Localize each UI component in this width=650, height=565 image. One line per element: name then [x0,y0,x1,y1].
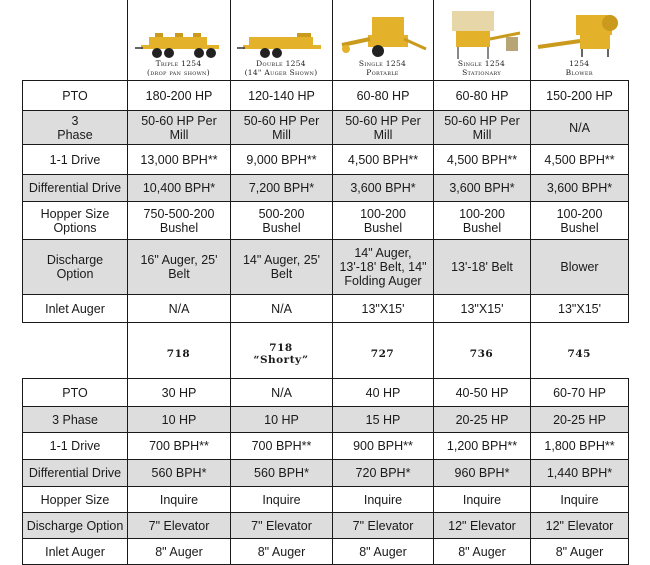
table-cell: 700 BPH** [231,433,333,460]
row-label: Discharge Option [23,240,128,295]
table-cell: 50-60 HP Per Mill [231,111,333,145]
table-cell: Inquire [333,487,434,513]
caption-line1: 1254 [569,59,590,68]
row-label: Inlet Auger [23,295,128,323]
row-label: Hopper Size Options [23,202,128,240]
table-cell: 3,600 BPH* [531,175,629,202]
table-cell: 13"X15' [333,295,434,323]
table-cell: 13"X15' [531,295,629,323]
table-cell: 500-200 Bushel [231,202,333,240]
table-row [23,111,629,145]
bottom-spec-table [22,378,629,565]
model-718 [127,322,230,378]
model-number: 718 [166,348,191,360]
table-cell: 180-200 HP [128,81,231,111]
table-cell: N/A [231,295,333,323]
header-blank [22,0,127,80]
caption-line2: (drop pan shown) [147,68,210,77]
table-cell: 3,600 BPH* [333,175,434,202]
table-cell: Inquire [128,487,231,513]
top-header [22,0,628,80]
row-label: 1-1 Drive [23,433,128,460]
caption-line1: Triple 1254 [155,59,202,68]
triple-trailer-mill-icon [135,29,223,59]
row-label: Discharge Option [23,513,128,539]
table-row [23,240,629,295]
table-cell: 40-50 HP [434,379,531,407]
table-cell: 14" Auger, 13'-18' Belt, 14" Folding Auger [333,240,434,295]
table-cell: 560 BPH* [231,460,333,487]
table-cell: 13,000 BPH** [128,145,231,175]
table-cell: 100-200 Bushel [531,202,629,240]
table-cell: 12" Elevator [434,513,531,539]
table-cell: 7" Elevator [333,513,434,539]
table-row [23,487,629,513]
table-cell: 16" Auger, 25' Belt [128,240,231,295]
row-label: PTO [23,379,128,407]
table-cell: 20-25 HP [434,407,531,433]
table-cell: 7" Elevator [128,513,231,539]
row-label: 3 Phase [23,111,128,145]
table-cell: 30 HP [128,379,231,407]
caption-line2: (14" Auger Shown) [244,68,318,77]
header-col-single-1254-stationary [433,0,530,80]
table-cell: 50-60 HP Per Mill [128,111,231,145]
table-cell: Inquire [531,487,629,513]
table-cell: N/A [128,295,231,323]
table-row [23,175,629,202]
table-cell: Inquire [231,487,333,513]
table-row [23,513,629,539]
table-row [23,460,629,487]
table-row [23,539,629,565]
table-cell: 8" Auger [333,539,434,565]
table-cell: 750-500-200 Bushel [128,202,231,240]
table-cell: 60-80 HP [434,81,531,111]
table-cell: 1,440 BPH* [531,460,629,487]
model-number: 736 [469,348,494,360]
table-cell: 7,200 BPH* [231,175,333,202]
row-label: Differential Drive [23,460,128,487]
model-number: 745 [567,348,591,360]
model-727 [332,322,433,378]
table-cell: 4,500 BPH** [531,145,629,175]
table-cell: 9,000 BPH** [231,145,333,175]
table-cell: 8" Auger [434,539,531,565]
caption-line1: Single 1254 [457,59,506,68]
header-blank [22,322,127,378]
caption-line2: Stationary [462,68,501,77]
top-spec-table [22,80,629,323]
table-cell: 7" Elevator [231,513,333,539]
model-number: 727 [370,348,395,360]
double-trailer-mill-icon [237,31,325,59]
row-label: PTO [23,81,128,111]
table-row [23,295,629,323]
caption-line2: Blower [565,68,593,77]
table-cell: 13"X15' [434,295,531,323]
table-cell: 60-70 HP [531,379,629,407]
table-cell: 120-140 HP [231,81,333,111]
table-cell: 15 HP [333,407,434,433]
row-label: Differential Drive [23,175,128,202]
model-718-shorty [230,322,332,378]
model-number: 718 [269,342,293,354]
table-cell: 40 HP [333,379,434,407]
table-cell: 1,800 BPH** [531,433,629,460]
table-cell: 720 BPH* [333,460,434,487]
caption-line1: Double 1254 [256,59,306,68]
table-cell: 3,600 BPH* [434,175,531,202]
table-cell: Inquire [434,487,531,513]
header-col-double-1254 [230,0,332,80]
row-label: 1-1 Drive [23,145,128,175]
blower-mill-icon [536,11,622,59]
table-cell: 8" Auger [231,539,333,565]
row-label: Hopper Size [23,487,128,513]
table-cell: 13'-18' Belt [434,240,531,295]
table-cell: 60-80 HP [333,81,434,111]
table-row [23,407,629,433]
table-row [23,81,629,111]
table-cell: 560 BPH* [128,460,231,487]
table-row [23,202,629,240]
table-cell: 1,200 BPH** [434,433,531,460]
table-row [23,379,629,407]
table-cell: 10,400 BPH* [128,175,231,202]
header-col-single-1254-portable [332,0,433,80]
table-cell: Blower [531,240,629,295]
table-cell: 50-60 HP Per Mill [333,111,434,145]
table-cell: 8" Auger [128,539,231,565]
table-row [23,145,629,175]
table-cell: 4,500 BPH** [333,145,434,175]
table-cell: 20-25 HP [531,407,629,433]
stationary-mill-icon [442,9,522,59]
table-cell: 100-200 Bushel [434,202,531,240]
table-row [23,433,629,460]
table-cell: N/A [231,379,333,407]
caption-line1: Single 1254 [358,59,407,68]
row-label: 3 Phase [23,407,128,433]
header-col-1254-blower [530,0,628,80]
table-cell: 700 BPH** [128,433,231,460]
model-736 [433,322,530,378]
table-cell: 8" Auger [531,539,629,565]
bottom-header [22,322,628,378]
table-cell: 12" Elevator [531,513,629,539]
model-subtitle: “Shorty” [253,354,309,366]
table-cell: 960 BPH* [434,460,531,487]
model-745 [530,322,628,378]
table-cell: 10 HP [128,407,231,433]
table-cell: 100-200 Bushel [333,202,434,240]
table-cell: 50-60 HP Per Mill [434,111,531,145]
table-cell: 10 HP [231,407,333,433]
header-col-triple-1254 [127,0,230,80]
table-cell: 150-200 HP [531,81,629,111]
portable-mill-icon [338,15,428,59]
table-cell: 900 BPH** [333,433,434,460]
table-cell: 14" Auger, 25' Belt [231,240,333,295]
table-cell: N/A [531,111,629,145]
caption-line2: Portable [366,68,399,77]
row-label: Inlet Auger [23,539,128,565]
table-cell: 4,500 BPH** [434,145,531,175]
